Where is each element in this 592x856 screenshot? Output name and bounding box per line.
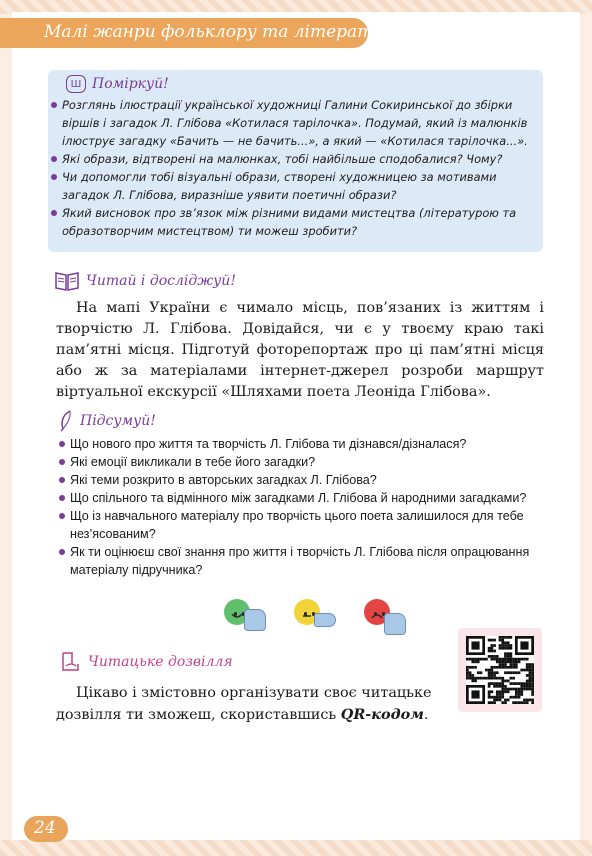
think-heading (66, 75, 169, 93)
quill-icon (58, 410, 74, 432)
read-heading (54, 268, 236, 294)
read-text: На мапі України є чимало місць, пов’язаних із життям і творчістю Л. Глібова. Довідайся, чи є у твоєму краю такі пам’ятні місця. Підготуй фоторепортаж про ці пам’ятні місця або ж за матеріалами інтернет-джерел розроби маршрут віртуальної екскурсії «Шляхами поета Леоніда Глібова». (56, 300, 544, 400)
self-assessment-emojis (222, 595, 412, 639)
summary-question: Як ти оцінюєш свої знання про життя і творчість Л. Глібова після опрацювання матеріалу підручника? (58, 543, 546, 579)
reading-hand-icon (60, 650, 82, 674)
leisure-title: Читацьке дозвілля (88, 654, 233, 670)
summary-question: Що спільного та відмінного між загадками Л. Глібова й народними загадками? (58, 489, 546, 507)
summary-question: Які теми розкрито в авторських загадках Л. Глібова? (58, 471, 546, 489)
think-question: Які образи, відтворені на малюнках, тобі найбільше сподобалися? Чому? (50, 150, 538, 168)
bottom-ornament-band (0, 840, 592, 856)
qr-code-panel (458, 628, 542, 712)
summary-question-list (58, 435, 546, 579)
think-title: Поміркуй! (92, 76, 169, 92)
leisure-text-end: . (423, 707, 429, 723)
read-paragraph (56, 298, 544, 403)
think-question: Який висновок про зв’язок між різними видами мистецтва (літературою та образотворчим мистецтвом) ти можеш зробити? (50, 204, 538, 240)
think-question: Чи допомогли тобі візуальні образи, створені художницею за мотивами загадок Л. Глібова, виразніше уявити поетичні образи? (50, 168, 538, 204)
qr-code[interactable] (466, 636, 534, 704)
thumbs-down-sad-icon (362, 595, 412, 639)
summary-question: Які емоції викликали в тебе його загадки? (58, 453, 546, 471)
summary-question: Що нового про життя та творчість Л. Глібова ти дізнався/дізналася? (58, 435, 546, 453)
summary-heading (58, 410, 156, 432)
page-number: 24 (34, 818, 56, 838)
think-question-list (50, 96, 538, 240)
leisure-paragraph (56, 682, 456, 726)
think-icon: Ш (66, 75, 86, 93)
leisure-heading (60, 650, 233, 674)
qr-code-mention: QR-кодом (340, 706, 424, 723)
summary-question: Що із навчального матеріалу про творчість цього поета залишилося для тебе нез’ясованим? (58, 507, 546, 543)
summary-title: Підсумуй! (80, 413, 156, 429)
read-title: Читай і досліджуй! (86, 273, 236, 289)
chapter-title: Малі жанри фольклору та літератури (44, 22, 406, 42)
open-book-icon (54, 268, 80, 294)
leisure-text: Цікаво і змістовно організувати своє читацьке дозвілля ти зможеш, скориставшись (56, 685, 432, 723)
pointing-neutral-smiley-icon (292, 595, 342, 639)
thumbs-up-smiley-icon (222, 595, 272, 639)
think-question: Розглянь ілюстрації української художниці Галини Сокиринської до збірки віршів і загадок Л. Глібова «Котилася тарілочка». Подумай, який із малюнків ілюструє загадку «Бачить — не бачить...», а який — «Котилася тарілочка...». (50, 96, 538, 150)
